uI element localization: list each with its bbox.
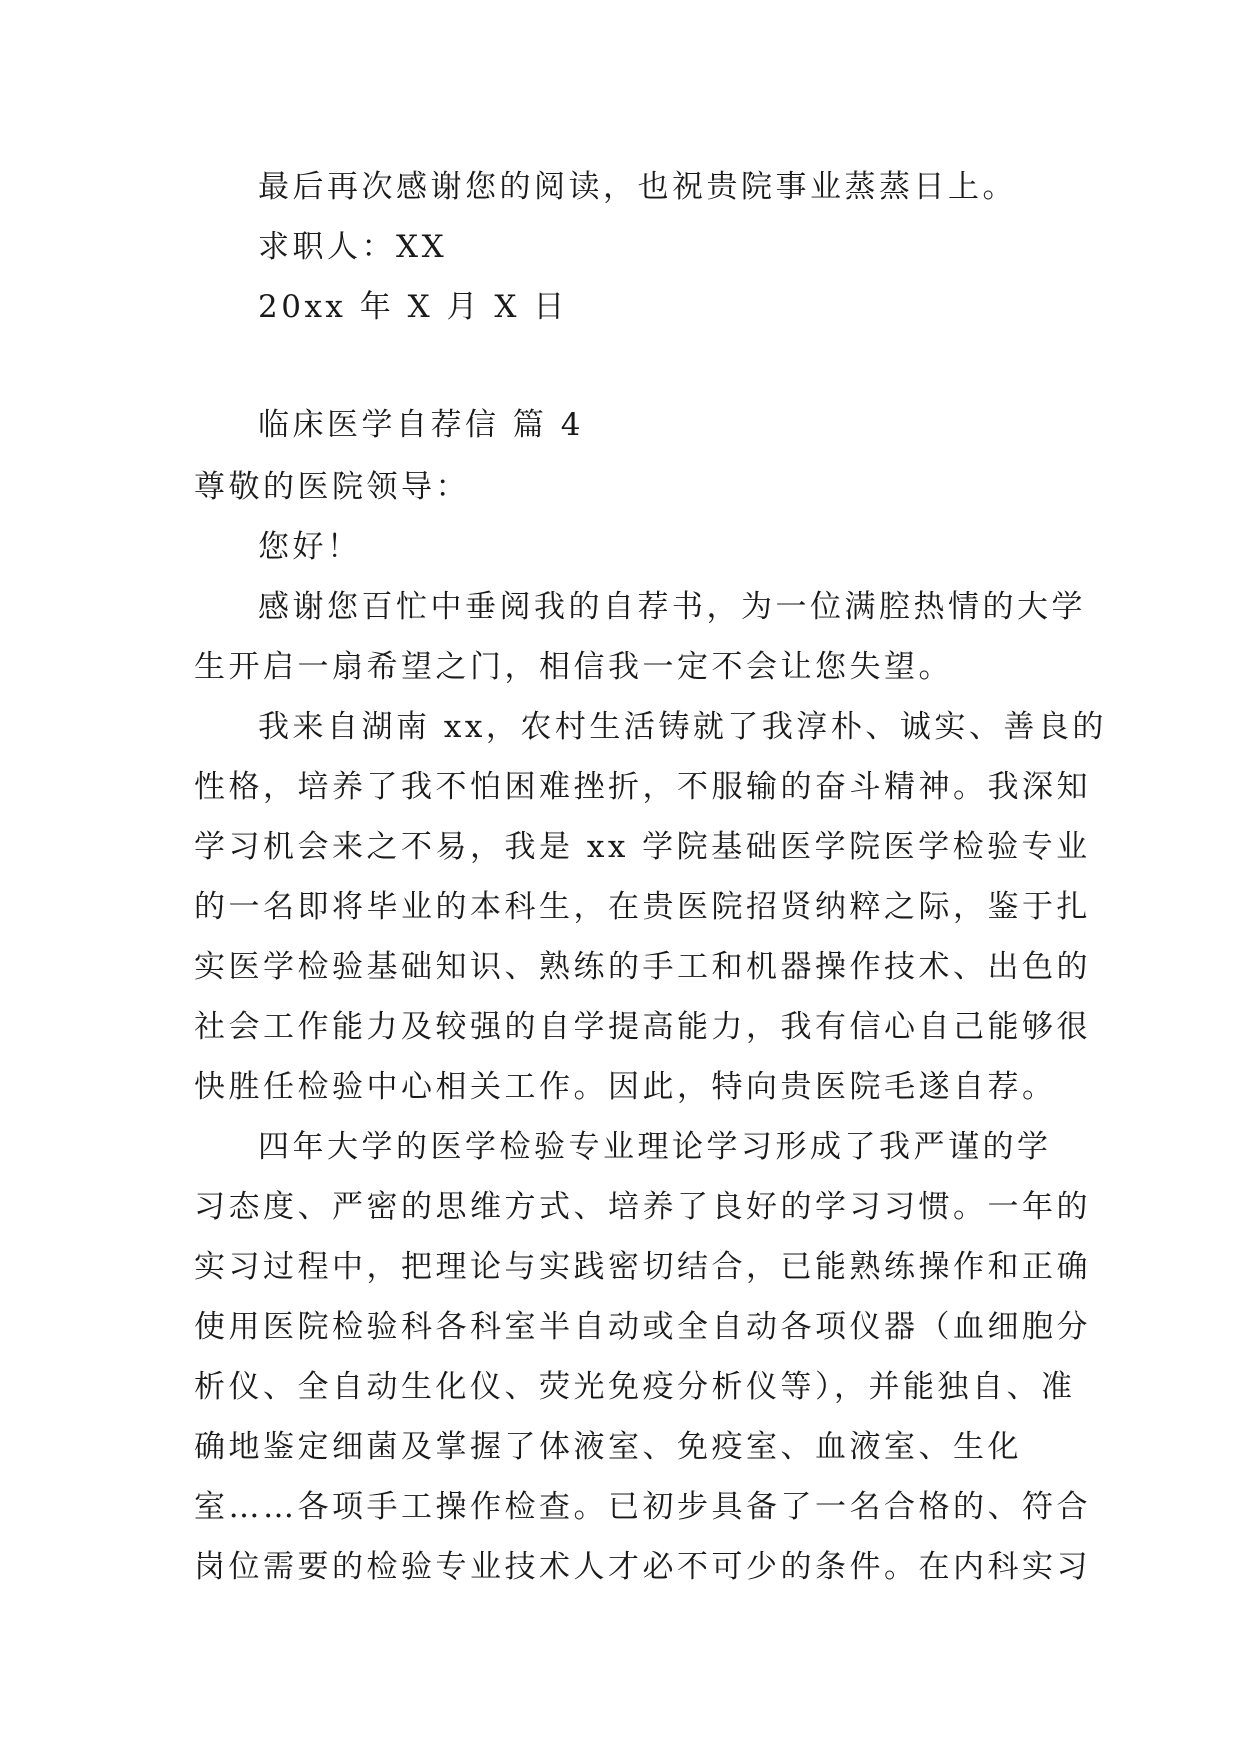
paragraph-line: 使用医院检验科各科室半自动或全自动各项仪器（血细胞分 <box>194 1309 1091 1345</box>
paragraph-line: 析仪、全自动生化仪、荧光免疫分析仪等），并能独自、准 <box>194 1369 1076 1405</box>
paragraph-line: 性格，培养了我不怕困难挫折，不服输的奋斗精神。我深知 <box>194 769 1091 805</box>
paragraph-line: 感谢您百忙中垂阅我的自荐书，为一位满腔热情的大学 <box>258 589 1086 625</box>
paragraph-line: 生开启一扇希望之门，相信我一定不会让您失望。 <box>194 649 953 685</box>
closing-date: 20xx 年 X 月 X 日 <box>258 289 568 325</box>
paragraph-line: 社会工作能力及较强的自学提高能力，我有信心自己能够很 <box>194 1009 1091 1045</box>
paragraph-line: 室……各项手工操作检查。已初步具备了一名合格的、符合 <box>194 1489 1091 1525</box>
paragraph-line: 的一名即将毕业的本科生，在贵医院招贤纳粹之际，鉴于扎 <box>194 889 1091 925</box>
paragraph-line: 岗位需要的检验专业技术人才必不可少的条件。在内科实习 <box>194 1549 1091 1585</box>
letter-greeting: 您好！ <box>258 529 362 565</box>
paragraph-line: 实医学检验基础知识、熟练的手工和机器操作技术、出色的 <box>194 949 1091 985</box>
paragraph-line: 实习过程中，把理论与实践密切结合，已能熟练操作和正确 <box>194 1249 1091 1285</box>
paragraph-line: 确地鉴定细菌及掌握了体液室、免疫室、血液室、生化 <box>194 1429 1022 1465</box>
letter-salutation: 尊敬的医院领导： <box>194 469 470 505</box>
letter-closing <box>194 157 1054 337</box>
letter-heading <box>194 395 1054 455</box>
closing-thanks: 最后再次感谢您的阅读，也祝贵院事业蒸蒸日上。 <box>258 169 1017 205</box>
paragraph-line: 习态度、严密的思维方式、培养了良好的学习习惯。一年的 <box>194 1189 1091 1225</box>
paragraph-line: 学习机会来之不易，我是 xx 学院基础医学院医学检验专业 <box>194 829 1091 865</box>
closing-signer: 求职人：XX <box>258 229 448 265</box>
letter-body <box>194 457 1107 1597</box>
paragraph-line: 快胜任检验中心相关工作。因此，特向贵医院毛遂自荐。 <box>194 1069 1057 1105</box>
paragraph-line: 四年大学的医学检验专业理论学习形成了我严谨的学 <box>258 1129 1052 1165</box>
paragraph-line: 我来自湖南 xx，农村生活铸就了我淳朴、诚实、善良的 <box>258 709 1107 745</box>
letter-title: 临床医学自荐信 篇 4 <box>258 407 584 443</box>
